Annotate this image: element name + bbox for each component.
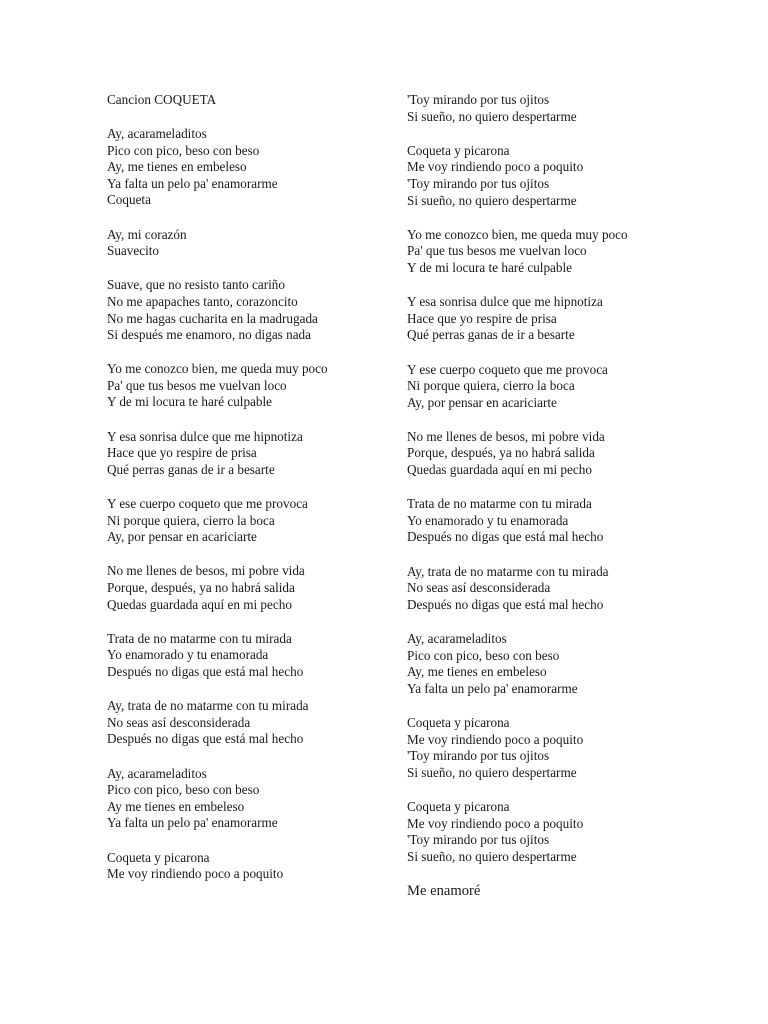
- lyric-line: Ay, me tienes en embeleso: [107, 159, 247, 175]
- lyric-line: Coqueta: [107, 192, 151, 208]
- lyric-line: Si sueño, no quiero despertarme: [407, 192, 577, 208]
- left-stanzas: [107, 126, 392, 883]
- lyric-line: Quedas guardada aquí en mi pecho: [407, 462, 592, 478]
- lyric-line: Ay, trata de no matarme con tu mirada: [107, 698, 309, 714]
- lyric-line: 'Toy mirando por tus ojitos: [407, 175, 550, 191]
- lyric-line: Suavecito: [107, 243, 160, 259]
- lyric-line: Ay me tienes en embeleso: [107, 798, 245, 814]
- lyric-line: Me voy rindiendo poco a poquito: [407, 159, 584, 175]
- stanza: [107, 227, 392, 260]
- lyric-line: Ay, por pensar en acariciarte: [407, 394, 557, 410]
- lyric-line: Ni porque quiera, cierro la boca: [407, 378, 575, 394]
- lyric-line: No me hagas cucharita en la madrugada: [107, 310, 318, 326]
- lyric-line: Yo me conozco bien, me queda muy poco: [407, 226, 628, 242]
- stanza: [107, 850, 392, 883]
- lyric-line: Qué perras ganas de ir a besarte: [107, 461, 275, 477]
- lyric-line: Hace que yo respire de prisa: [107, 445, 257, 461]
- right-stanzas: [407, 92, 707, 865]
- lyric-line: Después no digas que está mal hecho: [107, 731, 304, 747]
- lyric-line: Ya falta un pelo pa' enamorarme: [407, 680, 578, 696]
- lyric-line: Ya falta un pelo pa' enamorarme: [107, 175, 278, 191]
- stanza: [107, 429, 392, 479]
- lyric-line: Después no digas que está mal hecho: [107, 663, 304, 679]
- right-column: [407, 92, 707, 900]
- lyric-line: Pa' que tus besos me vuelvan loco: [107, 377, 287, 393]
- stanza: [407, 564, 707, 614]
- lyric-line: Si sueño, no quiero despertarme: [407, 108, 577, 124]
- lyric-line: Ay, acarameladitos: [107, 125, 207, 141]
- closing-line: Me enamoré: [407, 882, 481, 899]
- lyric-line: Yo enamorado y tu enamorada: [407, 512, 569, 528]
- stanza: [107, 563, 392, 613]
- lyric-line: 'Toy mirando por tus ojitos: [407, 92, 550, 107]
- lyric-line: Yo me conozco bien, me queda muy poco: [107, 361, 328, 377]
- lyric-line: Después no digas que está mal hecho: [407, 529, 604, 545]
- lyric-line: Ay, me tienes en embeleso: [407, 664, 547, 680]
- lyric-line: Ay, mi corazón: [107, 226, 187, 242]
- lyric-line: Ay, acarameladitos: [407, 631, 507, 646]
- lyric-line: Me voy rindiendo poco a poquito: [107, 866, 284, 882]
- lyric-line: Yo enamorado y tu enamorada: [107, 647, 269, 663]
- lyric-line: Hace que yo respire de prisa: [407, 310, 557, 326]
- lyric-line: Ay, por pensar en acariciarte: [107, 529, 257, 545]
- stanza: [407, 496, 707, 546]
- stanza: [107, 496, 392, 546]
- lyric-line: Ya falta un pelo pa' enamorarme: [107, 815, 278, 831]
- stanza: [407, 799, 707, 865]
- stanza: [407, 429, 707, 479]
- stanza: [107, 631, 392, 681]
- lyric-line: Me voy rindiendo poco a poquito: [407, 815, 584, 831]
- lyric-line: Qué perras ganas de ir a besarte: [407, 327, 575, 343]
- lyric-line: Y ese cuerpo coqueto que me provoca: [407, 361, 608, 377]
- lyric-line: Porque, después, ya no habrá salida: [107, 580, 295, 596]
- stanza: [407, 227, 707, 277]
- lyric-line: Ay, acarameladitos: [107, 765, 207, 781]
- lyric-line: Y ese cuerpo coqueto que me provoca: [107, 496, 308, 512]
- lyric-line: Pa' que tus besos me vuelvan loco: [407, 243, 587, 259]
- stanza: [407, 631, 707, 697]
- lyric-line: Trata de no matarme con tu mirada: [107, 630, 292, 646]
- lyric-line: Coqueta y picarona: [407, 714, 510, 730]
- stanza: [407, 143, 707, 209]
- lyric-line: Si después me enamoro, no digas nada: [107, 327, 311, 343]
- lyric-line: No seas así desconsiderada: [107, 714, 251, 730]
- lyric-line: 'Toy mirando por tus ojitos: [407, 832, 550, 848]
- lyric-line: Pico con pico, beso con beso: [107, 142, 260, 158]
- left-column: [107, 92, 392, 900]
- lyric-line: Y de mi locura te haré culpable: [407, 259, 573, 275]
- lyric-line: Pico con pico, beso con beso: [107, 782, 260, 798]
- lyric-line: Suave, que no resisto tanto cariño: [107, 277, 285, 293]
- lyric-line: Después no digas que está mal hecho: [407, 596, 604, 612]
- lyric-line: Si sueño, no quiero despertarme: [407, 848, 577, 864]
- lyric-line: Trata de no matarme con tu mirada: [407, 496, 592, 512]
- lyric-line: Y de mi locura te haré culpable: [107, 394, 273, 410]
- stanza: [407, 362, 707, 412]
- lyric-line: Ni porque quiera, cierro la boca: [107, 512, 275, 528]
- lyric-line: Pico con pico, beso con beso: [407, 647, 560, 663]
- lyric-line: Me voy rindiendo poco a poquito: [407, 731, 584, 747]
- stanza: [407, 715, 707, 781]
- lyric-line: Coqueta y picarona: [407, 142, 510, 158]
- lyric-line: Ay, trata de no matarme con tu mirada: [407, 563, 609, 579]
- stanza: [107, 126, 392, 209]
- lyric-line: Y esa sonrisa dulce que me hipnotiza: [407, 294, 603, 310]
- lyric-line: No me apapaches tanto, corazoncito: [107, 293, 298, 309]
- lyric-line: Quedas guardada aquí en mi pecho: [107, 596, 292, 612]
- lyric-line: 'Toy mirando por tus ojitos: [407, 748, 550, 764]
- lyric-line: No me llenes de besos, mi pobre vida: [107, 563, 305, 579]
- stanza: [407, 92, 707, 125]
- lyric-line: Si sueño, no quiero despertarme: [407, 764, 577, 780]
- lyric-line: Y esa sonrisa dulce que me hipnotiza: [107, 428, 303, 444]
- lyric-line: No me llenes de besos, mi pobre vida: [407, 428, 605, 444]
- stanza: [107, 361, 392, 411]
- stanza: [407, 294, 707, 344]
- stanza: [107, 766, 392, 832]
- lyric-line: No seas así desconsiderada: [407, 580, 551, 596]
- lyric-line: Porque, después, ya no habrá salida: [407, 445, 595, 461]
- stanza: [107, 698, 392, 748]
- lyric-line: Coqueta y picarona: [407, 798, 510, 814]
- stanza: [107, 277, 392, 343]
- lyric-line: Coqueta y picarona: [107, 849, 210, 865]
- document-title: Cancion COQUETA: [107, 92, 217, 107]
